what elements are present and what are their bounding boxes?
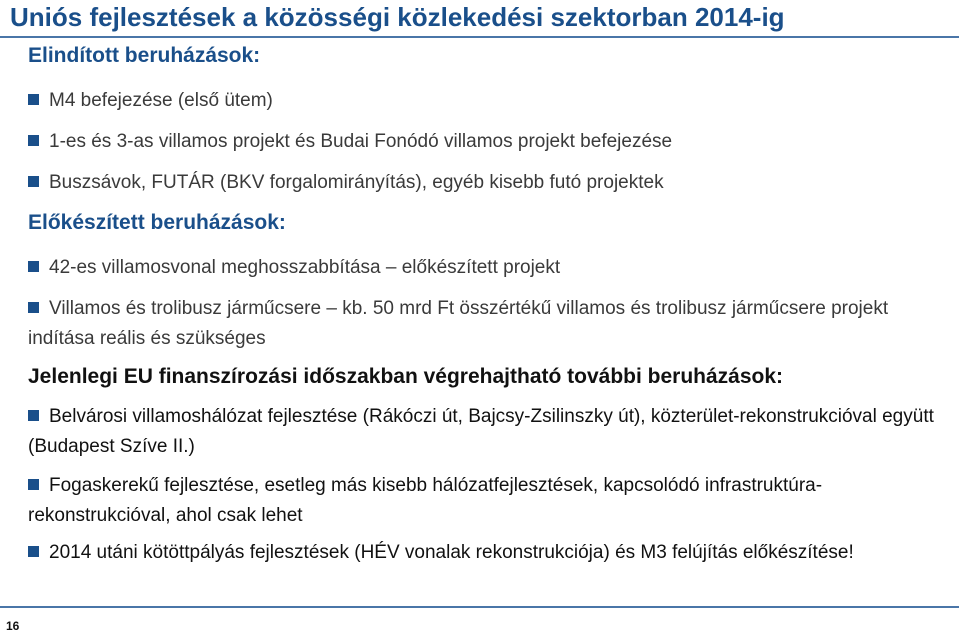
bullet-square-icon (28, 135, 39, 146)
bullet-square-icon (28, 410, 39, 421)
section-heading-prepared: Előkészített beruházások: (28, 211, 286, 234)
list-item: Buszsávok, FUTÁR (BKV forgalomirányítás), egyéb kisebb futó projektek (28, 168, 943, 198)
bullet-square-icon (28, 94, 39, 105)
list-item: Villamos és trolibusz járműcsere – kb. 50 mrd Ft összértékű villamos és trolibusz járműcsere projekt indítása reális és szükséges (28, 298, 889, 349)
footer-rule (0, 606, 959, 608)
title-rule (0, 36, 959, 38)
list-item: Belvárosi villamoshálózat fejlesztése (Rákóczi út, Bajcsy-Zsilinszky út), közterület-rekonstrukcióval együtt (Budapest Szíve II.) (28, 406, 934, 457)
list-item: Fogaskerekű fejlesztése, esetleg más kisebb hálózatfejlesztések, kapcsolódó infrastruktúra-rekonstrukcióval, ahol csak lehet (28, 475, 823, 526)
list-item: 42-es villamosvonal meghosszabbítása – előkészített projekt (28, 253, 943, 283)
bullet-square-icon (28, 546, 39, 557)
bullet-square-icon (28, 479, 39, 490)
section-heading-further: Jelenlegi EU finanszírozási időszakban végrehajtható további beruházások: (28, 365, 784, 388)
list-item: 2014 utáni kötöttpályás fejlesztések (HÉV vonalak rekonstrukciója) és M3 felújítás előkészítése! (28, 538, 943, 568)
section-heading-started: Elindított beruházások: (28, 44, 261, 67)
bullet-square-icon (28, 302, 39, 313)
list-item: M4 befejezése (első ütem) (28, 86, 943, 116)
list-item: 1-es és 3-as villamos projekt és Budai Fonódó villamos projekt befejezése (28, 127, 943, 157)
slide-title: Uniós fejlesztések a közösségi közlekedési szektorban 2014-ig (10, 2, 785, 32)
page-number: 16 (6, 619, 20, 633)
bullet-square-icon (28, 261, 39, 272)
bullet-square-icon (28, 176, 39, 187)
